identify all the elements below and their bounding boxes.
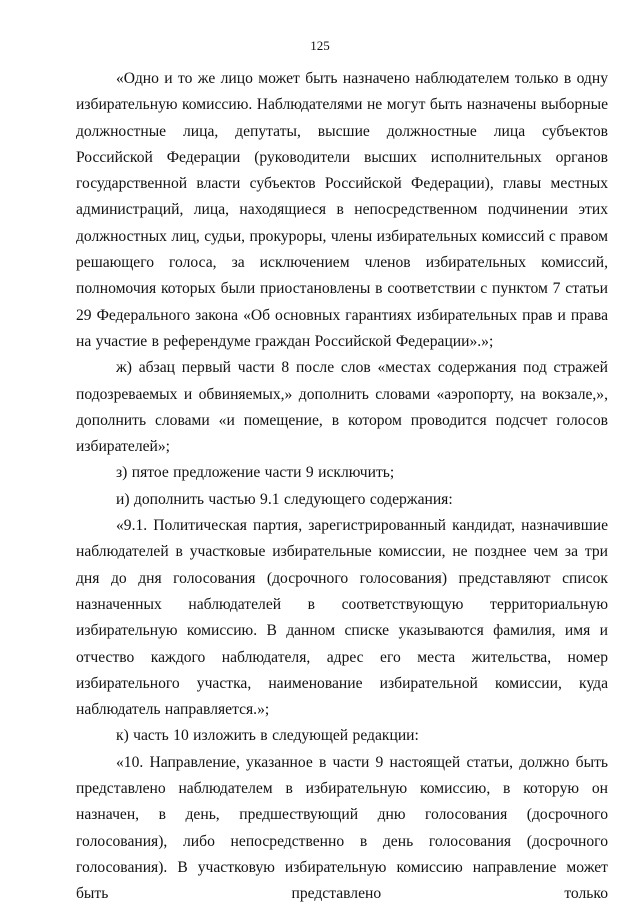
paragraph-item-i: и) дополнить частью 9.1 следующего содержания: xyxy=(116,490,453,508)
paragraph-part-9-1: «9.1. Политическая партия, зарегистрированный кандидат, назначившие наблюдателей в участковые избирательные комиссии, не позднее чем за три дня до дня голосования (досрочного голосования) представляют список назначенных наблюдателей в соответствующую территориальную избирательную комиссию. В данном списке указываются фамилия, имя и отчество каждого наблюдателя, адрес его места жительства, номер избирательного участка, наименование избирательной комиссии, куда наблюдатель направляется.»; xyxy=(76,517,608,719)
page-number: 125 xyxy=(310,38,330,53)
paragraph-item-z: з) пятое предложение части 9 исключить; xyxy=(116,464,395,482)
paragraph-part-10: «10. Направление, указанное в части 9 настоящей статьи, должно быть представлено наблюдателем в избирательную комиссию, в которую он назначен, в день, предшествующий дню голосования (досрочного голосования), либо непосредственно в день голосования (досрочного голосования). В участковую избирательную комиссию направление может быть представлено только xyxy=(76,753,608,903)
paragraph-observer-restrictions: «Одно и то же лицо может быть назначено наблюдателем только в одну избирательную комиссию. Наблюдателями не могут быть назначены выборные должностные лица, депутаты, высшие должностные лица субъектов Российской Федерации (руководители высших исполнительных органов государственной власти субъектов Российской Федерации), главы местных администраций, лица, находящиеся в непосредственном подчинении этих должностных лиц, судьи, прокуроры, члены избирательных комиссий с правом решающего голоса, за исключением членов избирательных комиссий, полномочия которых были приостановлены в соответствии с пунктом 7 статьи 29 Федерального закона «Об основных гарантиях избирательных прав и права на участие в референдуме граждан Российской Федерации».»; xyxy=(76,70,608,350)
page-body xyxy=(76,66,608,908)
paragraph-item-k: к) часть 10 изложить в следующей редакции: xyxy=(116,727,419,745)
paragraph-item-zh: ж) абзац первый части 8 после слов «местах содержания под стражей подозреваемых и обвиняемых,» дополнить словами «аэропорту, на вокзале,», дополнить словами «и помещение, в котором проводится подсчет голосов избирателей»; xyxy=(76,359,608,456)
